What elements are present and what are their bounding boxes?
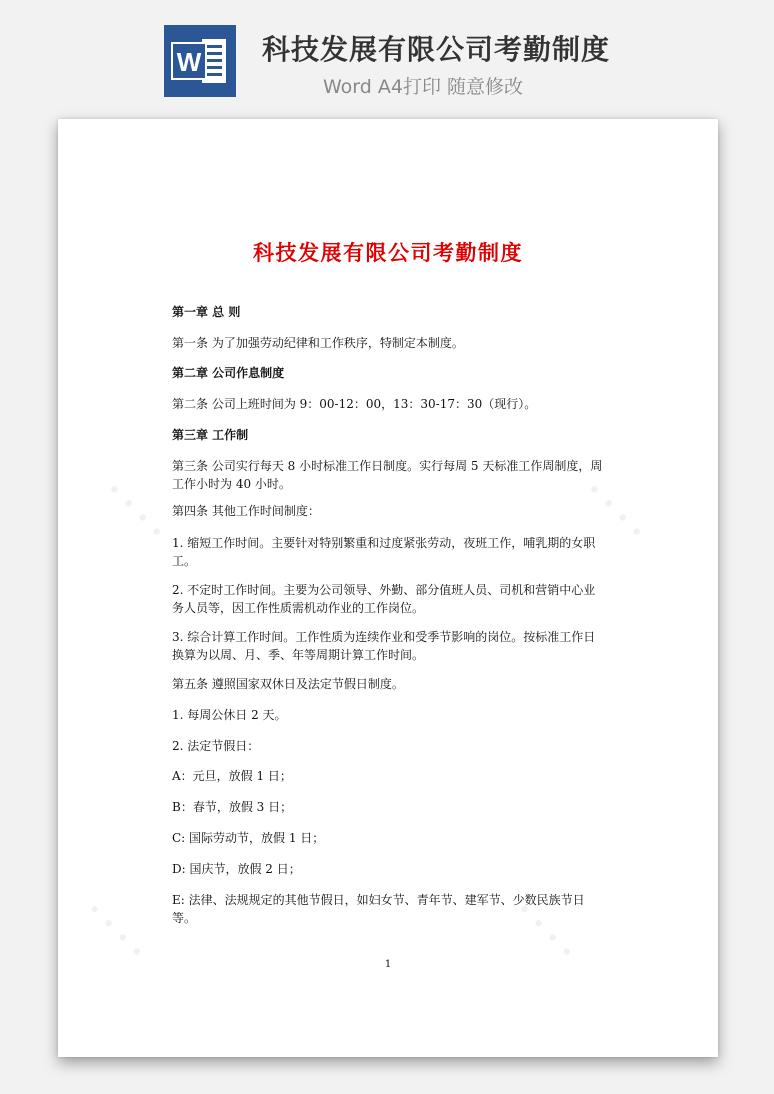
word-icon bbox=[164, 25, 236, 97]
word-logo-letter: W bbox=[176, 47, 202, 77]
watermark: • • • • bbox=[579, 476, 650, 547]
list-item: E: 法律、法规规定的其他节假日，如妇女节、青年节、建军节、少数民族节日等。 bbox=[172, 893, 585, 925]
list-item: 1. 缩短工作时间。主要针对特别繁重和过度紧张劳动，夜班工作，哺乳期的女职工。 bbox=[172, 536, 596, 568]
list-item: 2. 法定节假日： bbox=[172, 739, 260, 753]
header-subtitle: Word A4打印 随意修改 bbox=[323, 76, 524, 98]
header bbox=[0, 0, 774, 110]
list-item: A：元旦，放假 1 日； bbox=[172, 769, 292, 783]
list-item: 2. 不定时工作时间。主要为公司领导、外勤、部分值班人员、司机和营销中心业务人员等，因工作性质需机动作业的工作岗位。 bbox=[172, 583, 596, 615]
document-title: 科技发展有限公司考勤制度 bbox=[253, 240, 523, 265]
header-title: 科技发展有限公司考勤制度 bbox=[262, 33, 611, 66]
paragraph: 第二条 公司上班时间为 9：00-12：00，13：30-17：30（现行）。 bbox=[172, 397, 537, 411]
list-item: 1. 每周公休日 2 天。 bbox=[172, 708, 287, 722]
chapter-heading: 第一章 总 则 bbox=[172, 305, 241, 319]
watermark: • • • • bbox=[79, 896, 150, 967]
chapter-heading: 第三章 工作制 bbox=[172, 428, 249, 442]
paragraph: 第一条 为了加强劳动纪律和工作秩序，特制定本制度。 bbox=[172, 336, 464, 350]
page-number: 1 bbox=[384, 959, 392, 970]
watermark: • • • • bbox=[509, 896, 580, 967]
paragraph: 第三条 公司实行每天 8 小时标准工作日制度。实行每周 5 天标准工作周制度，周工作小时为 40 小时。 bbox=[172, 459, 603, 491]
paragraph: 第四条 其他工作时间制度： bbox=[172, 504, 320, 518]
paragraph: 第五条 遵照国家双休日及法定节假日制度。 bbox=[172, 677, 404, 691]
document-page bbox=[58, 119, 718, 1057]
chapter-heading: 第二章 公司作息制度 bbox=[172, 366, 285, 380]
list-item: D: 国庆节，放假 2 日； bbox=[172, 862, 301, 876]
watermark: • • • • bbox=[99, 476, 170, 547]
list-item: 3. 综合计算工作时间。工作性质为连续作业和受季节影响的岗位。按标准工作日换算为以周、月、季、年等周期计算工作时间。 bbox=[172, 630, 596, 662]
list-item: C: 国际劳动节，放假 1 日； bbox=[172, 831, 325, 845]
list-item: B：春节，放假 3 日； bbox=[172, 800, 293, 814]
